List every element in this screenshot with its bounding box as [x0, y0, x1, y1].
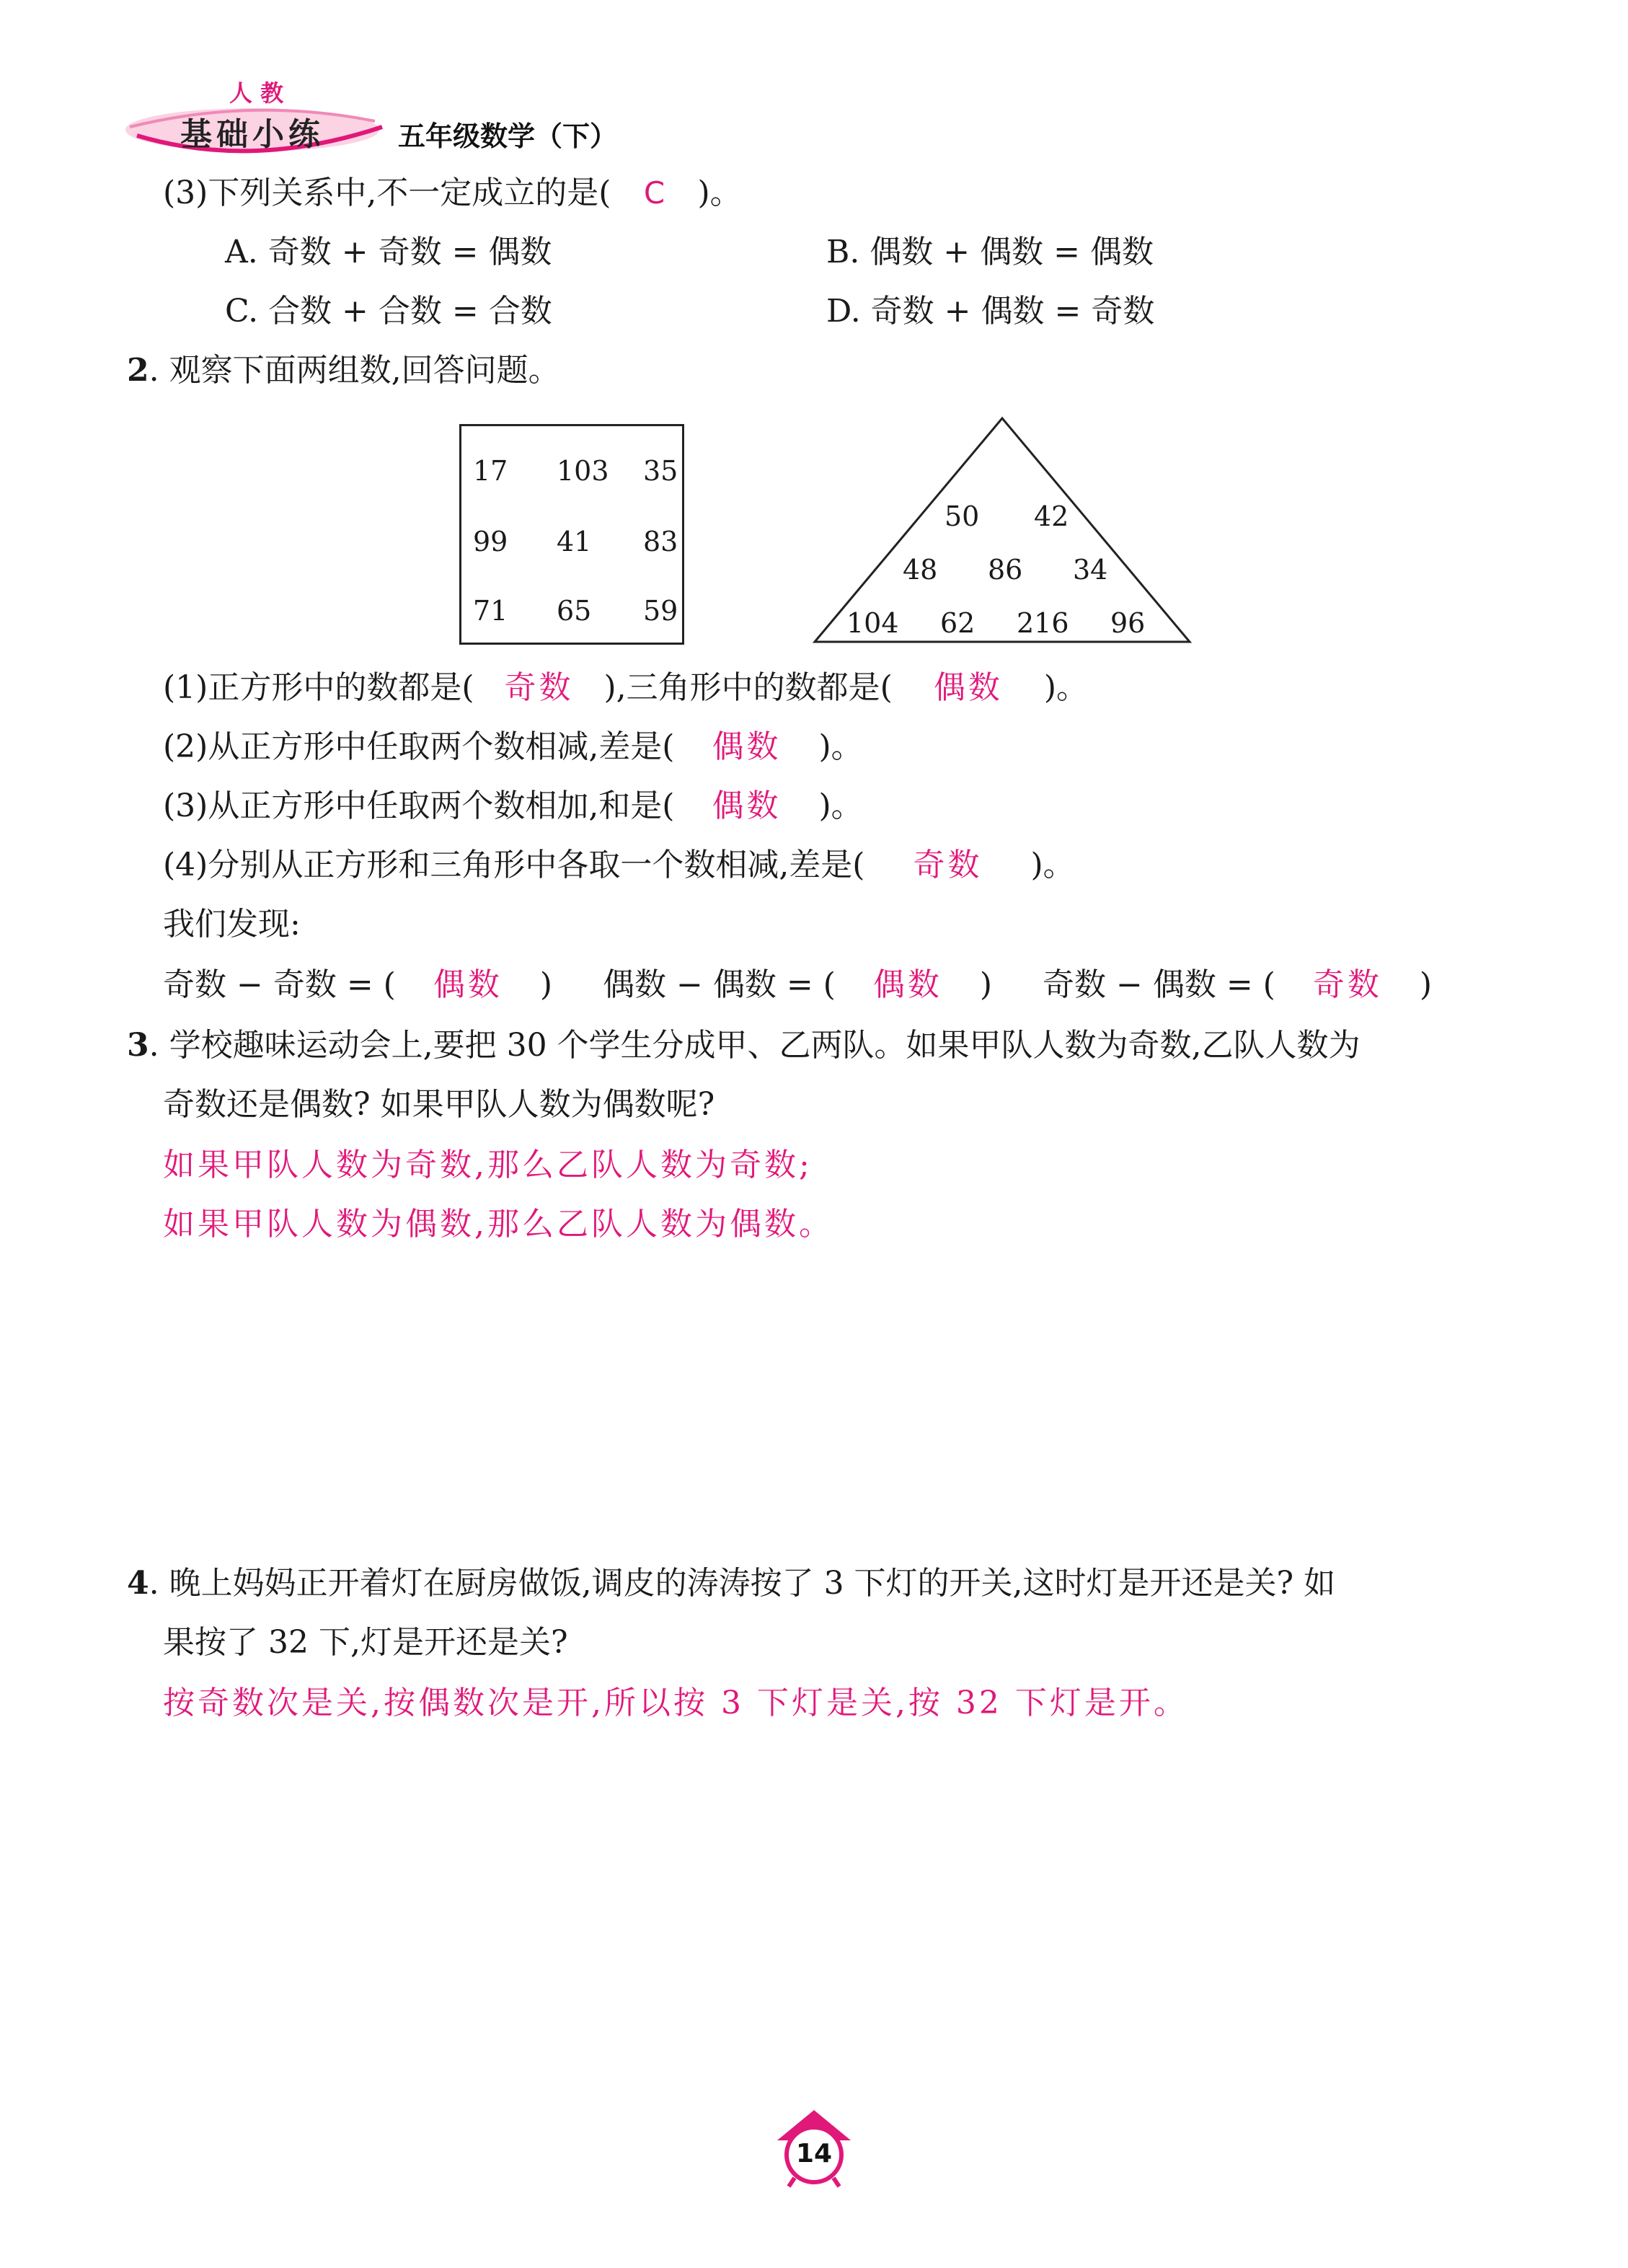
square-number: 59	[643, 595, 678, 627]
triangle-number: 42	[1034, 500, 1069, 532]
q2-sub-4-end: )。	[1030, 847, 1075, 883]
header-subtitle: 五年级数学（下）	[398, 120, 618, 152]
q4-number: 4	[127, 1565, 149, 1602]
q2-sub-2-text: (2)从正方形中任取两个数相减,差是(	[163, 728, 675, 765]
q3-text-1: . 学校趣味运动会上,要把 30 个学生分成甲、乙两队。如果甲队人数为奇数,乙队人数为	[149, 1027, 1361, 1064]
q2-sub-2-answer: 偶数	[712, 728, 782, 765]
square-number: 99	[473, 526, 508, 557]
q3-line-2: 奇数还是偶数? 如果甲队人数为偶数呢?	[163, 1086, 715, 1123]
option-b: B. 偶数 + 偶数 = 偶数	[826, 234, 1154, 270]
square-number: 83	[643, 526, 678, 557]
q2-sub-1-text-a: (1)正方形中的数都是(	[163, 669, 474, 706]
q2-sub-1-text-b: ),三角形中的数都是(	[603, 669, 893, 706]
q2-title	[127, 352, 560, 389]
q1-3-suffix: )。	[697, 175, 742, 211]
q3-answer-2: 如果甲队人数为偶数,那么乙队人数为偶数。	[163, 1206, 833, 1243]
q1-3-line	[163, 177, 742, 209]
q2-sub-2	[163, 728, 863, 765]
q2-equation-2	[603, 966, 993, 1003]
q2-eq2-text: 偶数 − 偶数 = (	[603, 966, 836, 1003]
triangle-number: 50	[944, 500, 980, 532]
option-a: A. 奇数 + 奇数 = 偶数	[225, 234, 552, 270]
q2-equation-1	[163, 966, 553, 1003]
q2-eq2-end: )	[979, 966, 993, 1003]
q1-3-answer: C	[643, 175, 665, 211]
square-number: 41	[557, 526, 592, 557]
page-number: 14	[795, 2139, 833, 2168]
q2-eq3-text: 奇数 − 偶数 = (	[1043, 966, 1275, 1003]
q2-sub-1	[163, 669, 1088, 706]
q4-text-1: . 晚上妈妈正开着灯在厨房做饭,调皮的涛涛按了 3 下灯的开关,这时灯是开还是关? 如	[149, 1565, 1336, 1602]
q2-sub-1-text-c: )。	[1043, 669, 1088, 706]
q1-3-prefix: (3)下列关系中,不一定成立的是(	[163, 175, 611, 211]
q2-sub-3-answer: 偶数	[712, 787, 782, 824]
header-badge-main: 基础小练	[180, 116, 324, 153]
q2-sub-3	[163, 787, 863, 824]
q2-sub-1-answer-2: 偶数	[933, 669, 1003, 706]
square-number: 17	[473, 455, 508, 487]
q2-sub-3-end: )。	[818, 787, 863, 824]
q4-line-1	[127, 1565, 1336, 1602]
q2-text: . 观察下面两组数,回答问题。	[149, 352, 560, 389]
number-square	[459, 424, 684, 645]
triangle-number: 86	[988, 554, 1023, 586]
square-number: 71	[473, 595, 508, 627]
q3-line-1	[127, 1027, 1361, 1064]
q2-sub-4	[163, 847, 1075, 883]
q2-eq3-answer: 奇数	[1312, 966, 1382, 1003]
triangle-number: 34	[1073, 554, 1108, 586]
option-d: D. 奇数 + 偶数 = 奇数	[826, 293, 1155, 330]
q3-answer-1: 如果甲队人数为奇数,那么乙队人数为奇数;	[163, 1147, 813, 1183]
q2-eq3-end: )	[1419, 966, 1433, 1003]
square-number: 35	[643, 455, 678, 487]
q2-eq1-text: 奇数 − 奇数 = (	[163, 966, 396, 1003]
q2-sub-1-answer-1: 奇数	[504, 669, 574, 706]
triangle-number: 104	[846, 607, 899, 639]
q2-sub-4-text: (4)分别从正方形和三角形中各取一个数相减,差是(	[163, 847, 865, 883]
q2-sub-2-end: )。	[818, 728, 863, 765]
square-number: 65	[557, 595, 592, 627]
q4-line-2: 果按了 32 下,灯是开还是关?	[163, 1624, 568, 1661]
q2-sub-4-answer: 奇数	[913, 847, 983, 883]
q3-number: 3	[127, 1027, 149, 1064]
triangle-number: 216	[1017, 607, 1069, 639]
triangle-number: 96	[1110, 607, 1146, 639]
q2-eq2-answer: 偶数	[872, 966, 942, 1003]
triangle-number: 48	[903, 554, 938, 586]
q2-number: 2	[127, 352, 149, 389]
square-number: 103	[557, 455, 609, 487]
q2-equation-3	[1043, 966, 1433, 1003]
q2-eq1-answer: 偶数	[433, 966, 503, 1003]
triangle-number: 62	[940, 607, 976, 639]
q2-eq1-end: )	[539, 966, 553, 1003]
q2-discover: 我们发现:	[163, 906, 301, 943]
q2-sub-3-text: (3)从正方形中任取两个数相加,和是(	[163, 787, 675, 824]
header-badge-top: 人 教	[229, 79, 284, 107]
option-c: C. 合数 + 合数 = 合数	[225, 293, 552, 330]
q4-answer: 按奇数次是关,按偶数次是开,所以按 3 下灯是关,按 32 下灯是开。	[163, 1685, 1188, 1721]
